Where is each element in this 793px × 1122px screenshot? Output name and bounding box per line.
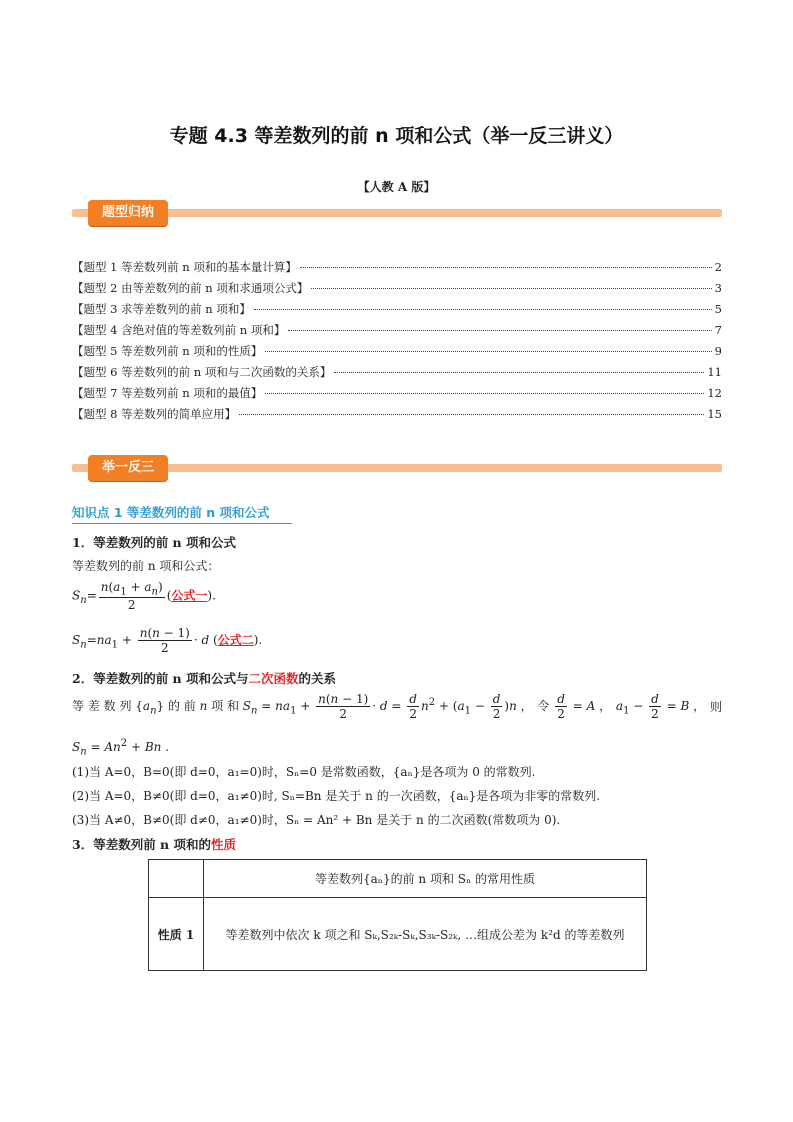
toc-item-page: 7 — [714, 323, 722, 337]
edition-subtitle: 【人教 A 版】 — [357, 180, 436, 194]
formula-2-label: 公式二 — [217, 633, 254, 647]
table-header: 等差数列{aₙ}的前 n 项和 Sₙ 的常用性质 — [204, 860, 647, 898]
page-title: 专题 4.3 等差数列的前 n 项和公式（举一反三讲义） — [169, 125, 624, 147]
properties-table — [148, 859, 647, 971]
toc-item-label: 【题型 4 含绝对值的等差数列前 n 项和】 — [72, 323, 286, 337]
toc-item-label: 【题型 2 由等差数列的前 n 项和求通项公式】 — [72, 281, 309, 295]
section-bar-practice — [72, 464, 722, 472]
case-1: (1)当 A=0，B=0(即 d=0，a₁=0)时，Sₙ=0 是常数函数，{aₙ}是各项为 0 的常数列. — [72, 765, 536, 779]
toc-item-page: 15 — [707, 407, 722, 421]
formula-1-label: 公式一 — [171, 588, 208, 603]
heading-2: 2．等差数列的前 n 项和公式与二次函数的关系 — [72, 671, 337, 686]
toc-item-label: 【题型 7 等差数列前 n 项和的最值】 — [72, 386, 263, 400]
toc-item[interactable] — [72, 362, 722, 383]
toc-item[interactable] — [72, 278, 722, 299]
toc-item-label: 【题型 6 等差数列的前 n 项和与二次函数的关系】 — [72, 365, 332, 379]
heading-2-highlight: 二次函数 — [248, 671, 299, 686]
knowledge-point-underline — [72, 523, 292, 524]
toc-item[interactable] — [72, 320, 722, 341]
toc-item-page: 12 — [707, 386, 722, 400]
formula-1: $S_n=$ $\frac{n(a_1 + a_n)}{2}$ (公式一). — [72, 580, 216, 613]
heading-3-highlight: 性质 — [211, 837, 237, 852]
quadratic-result: $S_n = An^2 + Bn$ . — [72, 738, 170, 758]
toc-item-page: 3 — [714, 281, 722, 295]
section-bar-summary — [72, 209, 722, 217]
section-tab-summary: 题型归纳 — [88, 200, 168, 226]
quadratic-relation: 等 差 数 列 $\{a_n\}$ 的 前 n 项 和 $S_n = na_1$ + $\frac{n(n - 1)}{2}$ · d = $\frac{d}{2}$ $n^2 + (a_1$ − $\frac{d}{2}$ )n ， 令 $\frac{d}{2}$ = A ， $a_1$ − $\frac{d}{2}$ = B ， 则 — [72, 692, 722, 721]
toc-item-page: 5 — [714, 302, 722, 316]
heading-3: 3．等差数列前 n 项和的性质 — [72, 837, 237, 852]
toc-item-label: 【题型 1 等差数列前 n 项和的基本量计算】 — [72, 260, 297, 274]
table-of-contents — [72, 257, 722, 425]
toc-item[interactable] — [72, 341, 722, 362]
property-label: 性质 1 — [149, 898, 204, 971]
property-text: 等差数列中依次 k 项之和 Sₖ,S₂ₖ-Sₖ,S₃ₖ-S₂ₖ, …组成公差为 k²d 的等差数列 — [204, 898, 647, 971]
toc-item-label: 【题型 5 等差数列前 n 项和的性质】 — [72, 344, 263, 358]
toc-item[interactable] — [72, 257, 722, 278]
case-2: (2)当 A=0，B≠0(即 d=0，a₁≠0)时, Sₙ=Bn 是关于 n 的一次函数，{aₙ}是各项为非零的常数列. — [72, 789, 601, 803]
case-3: (3)当 A≠0，B≠0(即 d≠0，a₁≠0)时，Sₙ = An² + Bn 是关于 n 的二次函数(常数项为 0). — [72, 813, 561, 827]
section-tab-practice: 举一反三 — [88, 455, 168, 481]
toc-item[interactable] — [72, 299, 722, 320]
toc-item[interactable] — [72, 383, 722, 404]
toc-item-page: 2 — [714, 260, 722, 274]
knowledge-point-heading: 知识点 1 等差数列的前 n 项和公式 — [72, 505, 270, 520]
table-corner-cell — [149, 860, 204, 898]
heading-1-intro: 等差数列的前 n 项和公式： — [72, 559, 220, 573]
toc-item-label: 【题型 8 等差数列的简单应用】 — [72, 407, 237, 421]
toc-item-label: 【题型 3 求等差数列的前 n 项和】 — [72, 302, 251, 316]
heading-1: 1．等差数列的前 n 项和公式 — [72, 535, 236, 550]
formula-2: $S_n=na_1$ + $\frac{n(n - 1)}{2}$ · d (公式二). — [72, 626, 263, 655]
toc-item[interactable] — [72, 404, 722, 425]
toc-item-page: 9 — [714, 344, 722, 358]
toc-item-page: 11 — [707, 365, 722, 379]
